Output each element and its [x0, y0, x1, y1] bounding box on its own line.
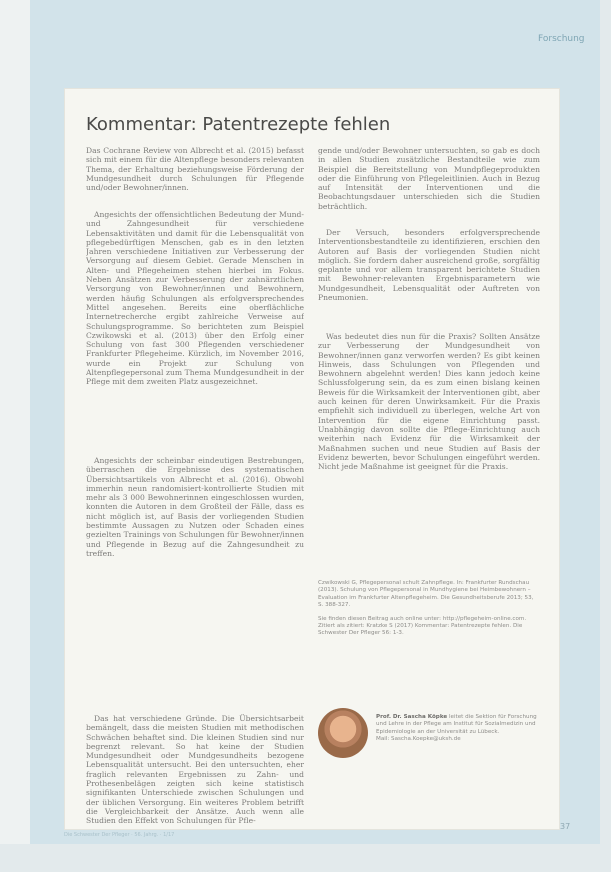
- right-column: [318, 146, 540, 572]
- body-paragraph: Angesichts der scheinbar eindeutigen Bestrebungen, überraschen die Ergebnisse des systematischen Übersichtsartikels von Albrecht et al. (2016). Obwohl immerhin neun randomisiert-kontrollierte Studien mit mehr als 3 000 Bewohnerinnen eingeschlossen wurden, konnten die Autoren in dem Großteil der Fälle, dass es nicht möglich ist, auf Basis der vorliegenden Studien bestimmte Aussagen zu Nutzen oder Schaden eines gezielten Trainings von Schulungen für Bewohner/innen und Pflegende in Bezug auf die Zahngesundheit zu treffen.: [86, 456, 304, 558]
- footer-journal: Die Schwester Der Pfleger · 56. Jahrg. · 1/17: [64, 832, 175, 838]
- author-bio: leitet die Sektion für Forschung und Lehre in der Pflege am Institut für Sozialmedizin und Epidemiologie an der Universität zu Lübeck.: [376, 714, 537, 735]
- body-paragraph: Angesichts der offensichtlichen Bedeutung der Mund- und Zahngesundheit für verschiedene Lebensaktivitäten und damit für die Lebensqualität von pflegebedürftigen Menschen, gab es in den letzten Jahren verschiedene Initiativen zur Verbesserung der Versorgung auf diesem Gebiet. Gerade Menschen in Alten- und Pflegeheimen stehen hierbei im Fokus. Neben Ansätzen zur Verbesserung der zahnärztlichen Versorgung von Bewohner/innen und Bewohnern, werden häufig Schulungen als erfolgversprechendes Mittel angesehen. Bereits eine oberflächliche Internetrecherche ergibt zahlreiche Verweise auf Schulungsprogramme. So berichteten zum Beispiel Czwikowski et al. (2013) über den Erfolg einer Schulung von fast 300 Pflegenden verschiedener Frankfurter Pflegeheime. Kürzlich, im November 2016, wurde ein Projekt zur Schulung von Altenpflegepersonal zum Thema Mundgesundheit in der Pflege mit dem zweiten Platz ausgezeichnet.: [86, 210, 304, 387]
- body-paragraph: Was bedeutet dies nun für die Praxis? Sollten Ansätze zur Verbesserung der Mundgesundheit von Bewohner/innen ganz verworfen werden? Es gibt keinen Hinweis, dass Schulungen von Pflegenden und Bewohnern abgelehnt werden! Dies kann jedoch keine Schlussfolgerung sein, da es zum einen bislang keinen Beweis für die Wirksamkeit der Interventionen gibt, aber auch keinen für deren Unwirksamkeit. Für die Praxis empfiehlt sich individuell zu überlegen, welche Art von Intervention für die eigene Einrichtung passt. Unabhängig davon sollte die Pflege-Einrichtung auch weiterhin nach Evidenz für die Wirksamkeit der Maßnahmen suchen und neue Studien auf Basis der Evidenz bewerten, bevor Schulungen eingeführt werden. Nicht jede Maßnahme ist geeignet für die Praxis.: [318, 332, 540, 472]
- article-title: Kommentar: Patentrezepte fehlen: [86, 114, 391, 135]
- left-column: [86, 146, 304, 872]
- references: [318, 580, 540, 644]
- author-email: Mail: Sascha.Koepke@uksh.de: [376, 736, 461, 743]
- page-left-edge: [0, 0, 30, 844]
- section-tag: Forschung: [538, 34, 585, 44]
- body-paragraph: Das Cochrane Review von Albrecht et al. (2015) befasst sich mit einem für die Altenpflege besonders relevanten Thema, der Erhaltung beziehungsweise Förderung der Mundgesundheit durch Schulungen für Pflegende und/oder Bewohner/innen.: [86, 146, 304, 193]
- author-photo: [318, 708, 368, 758]
- body-paragraph: Der Versuch, besonders erfolgversprechende Interventionsbestandteile zu identifizieren, erschien den Autoren auf Basis der vorliegenden Studien nicht möglich. Sie fordern daher ausreichend große, sorgfältig geplante und vor allem transparent berichtete Studien mit Bewohner-relevanten Ergebnisparametern wie Mundgesundheit, Lebensqualität oder Auftreten von Pneumonien.: [318, 228, 540, 303]
- author-name: Prof. Dr. Sascha Köpke: [376, 714, 448, 720]
- body-paragraph: gende und/oder Bewohner untersuchten, so gab es doch in allen Studien zusätzliche Bestandteile wie zum Beispiel die Bereitstellung von Mundpflegeprodukten oder die Einführung von Pflegeleitlinien. Auch in Bezug auf Intensität der Interventionen und die Beobachtungsdauer unterschieden sich die Studien beträchtlich.: [318, 146, 540, 211]
- body-paragraph: Das hat verschiedene Gründe. Die Übersichtsarbeit bemängelt, dass die meisten Studien mit methodischen Schwächen behaftet sind. Die kleinen Studien sind nur begrenzt relevant. So hat keine der Studien Mundgesundheit oder Mundgesundheits bezogene Lebensqualität untersucht. Bei den untersuchten, eher fraglich relevanten Ergebnissen zu Zahn- und Prothesenbelägen zeigten sich keine statistisch signifikanten Unterschiede zwischen Schulungen und der üblichen Versorgung. Ein weiteres Problem betrifft die Vergleichbarkeit der Ansätze. Auch wenn alle Studien den Effekt von Schulungen für Pfle-: [86, 714, 304, 826]
- author-text: [376, 714, 540, 744]
- reference-entry: Sie finden diesen Beitrag auch online unter: http://pflegeheim-online.com. Zitiert als zitiert: Kratzke S (2017) Kommentar: Patentrezepte fehlen. Die Schwester Der Pfleger 56: 1-3.: [318, 615, 527, 637]
- author-box: [318, 708, 540, 774]
- reference-entry: Czwikowski G, Pflegepersonal schult Zahnpflege. In: Frankfurter Rundschau (2013). Schulung von Pflegepersonal in Mundhygiene bei Heimbewohnern – Evaluation im Frankfurter Altenpflegeheim. Die Gesundheitsberufe 2013; 53, S. 388-327.: [318, 580, 534, 609]
- page-number: 37: [560, 822, 571, 831]
